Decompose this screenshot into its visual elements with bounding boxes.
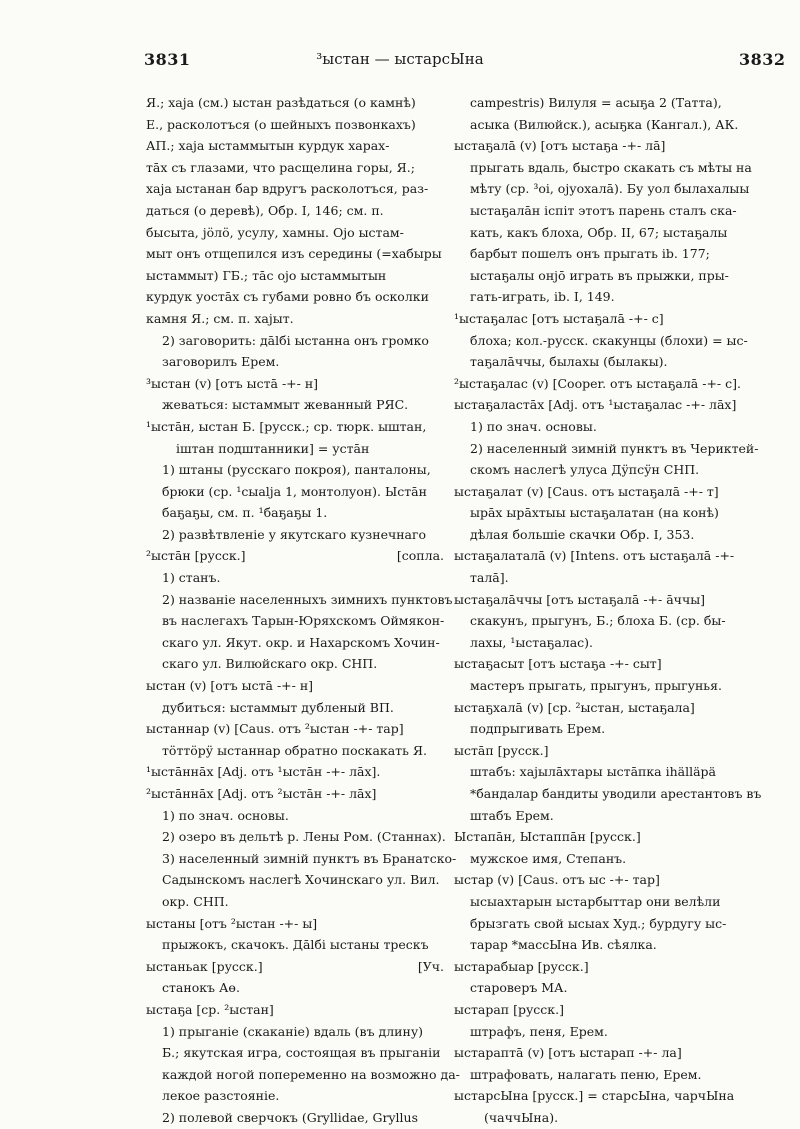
dictionary-line: ыстараптā (v) [отъ ыстарап -+- ла] bbox=[454, 1045, 682, 1061]
dictionary-line: Ыстапāн, Ыстаппāн [русск.] bbox=[454, 829, 641, 845]
dictionary-line: ыстаҕалāн іспіт этотъ парень сталъ ска- bbox=[470, 202, 737, 218]
right-column bbox=[454, 92, 784, 1129]
dictionary-line: курдук уостāх съ губами ровно бъ осколки bbox=[146, 289, 429, 305]
dictionary-line: бысыта, јӧлӧ, усулу, хамны. Ојо ыстам- bbox=[146, 224, 404, 240]
dictionary-line: 1) штаны (русскаго покроя), панталоны, bbox=[162, 462, 431, 478]
dictionary-line: каждой ногой попеременно на возможно да- bbox=[162, 1066, 460, 1082]
dictionary-line: ыстаҕхалā (v) [ср. ²ыстан, ыстаҕала] bbox=[454, 699, 695, 715]
line-text: ыстаньак [русск.] bbox=[146, 958, 263, 974]
dictionary-line: *бандалар бандиты уводили арестантовъ въ bbox=[470, 786, 762, 801]
dictionary-line: ыстарап [русск.] bbox=[454, 1001, 564, 1017]
dictionary-line: ыстаннар (v) [Caus. отъ ²ыстан -+- тар] bbox=[146, 721, 404, 737]
dictionary-line: скаго ул. Якут. окр. и Нахарскомъ Хочин- bbox=[162, 634, 440, 650]
left-column bbox=[146, 92, 460, 1129]
dictionary-line bbox=[146, 956, 444, 978]
dictionary-line: блоха; кол.-русск. скакунцы (блохи) = ыс- bbox=[470, 332, 748, 348]
dictionary-line: ¹ыстāн, ыстан Б. [русск.; ср. тюрк. ыштан, bbox=[146, 418, 427, 434]
right-page-number: 3832 bbox=[739, 50, 786, 69]
dictionary-line: Б.; якутская игра, состоящая въ прыганіи bbox=[162, 1045, 441, 1061]
dictionary-line: мужское имя, Степанъ. bbox=[470, 850, 627, 866]
dictionary-line: штабъ Ерем. bbox=[470, 807, 554, 823]
running-head: ³ыстан — ыстарсЫна bbox=[316, 50, 484, 68]
dictionary-line: 2) названіе населенныхъ зимнихъ пунктовъ bbox=[162, 591, 453, 607]
dictionary-line: скаго ул. Вилюйскаго окр. СНП. bbox=[162, 656, 378, 672]
dictionary-line: брызгать свой ысыах Худ.; бурдугу ыс- bbox=[470, 915, 727, 931]
dictionary-line: станокъ Аө. bbox=[162, 980, 240, 996]
dictionary-line: Е., расколотъся (о шейныхъ позвонкахъ) bbox=[146, 116, 416, 132]
dictionary-line: (чаччЫна). bbox=[484, 1109, 559, 1125]
dictionary-line: campestris) Вилуля = асыҕа 2 (Татта), bbox=[470, 95, 722, 110]
dictionary-line: 1) станъ. bbox=[162, 570, 221, 586]
dictionary-line: мастеръ прыгать, прыгунъ, прыгунья. bbox=[470, 678, 722, 694]
dictionary-line: ²ыстāннāх [Adj. отъ ²ыстāн -+- лāх] bbox=[146, 786, 377, 801]
dictionary-line: брюки (ср. ¹сыаlја 1, монтолуон). Ыстāн bbox=[162, 483, 427, 499]
dictionary-line: ыстаҕалаталā (v) [Intens. отъ ыстаҕалā -+- bbox=[454, 548, 735, 564]
dictionary-line: мыт онъ отщепился изъ середины (=хабыры bbox=[146, 246, 442, 262]
dictionary-line: скакунъ, прыгунъ, Б.; блоха Б. (ср. бы- bbox=[470, 613, 726, 629]
dictionary-line: 2) развѣтвленіе у якутскаго кузнечнаго bbox=[162, 526, 427, 542]
dictionary-line: ¹ыстаҕалас [отъ ыстаҕалā -+- с] bbox=[454, 310, 664, 326]
dictionary-line: 2) заговорить: дālбi ыстанна онъ громко bbox=[162, 332, 429, 348]
dictionary-line: 1) по знач. основы. bbox=[162, 807, 289, 823]
dictionary-line: ыстаны [отъ ²ыстан -+- ы] bbox=[146, 915, 318, 931]
dictionary-line: ыстаммыт) ГБ.; тāс ојо ыстаммытын bbox=[146, 267, 387, 283]
dictionary-line: 1) по знач. основы. bbox=[470, 418, 597, 434]
dictionary-line: 2) населенный зимній пунктъ въ Чериктей- bbox=[470, 440, 759, 456]
dictionary-line: іштан подштанники] = устāн bbox=[176, 440, 370, 456]
dictionary-line: староверъ МА. bbox=[470, 980, 568, 996]
dictionary-line: дѣлая большіе скачки Обр. I, 353. bbox=[470, 526, 695, 542]
page-header bbox=[0, 48, 800, 78]
dictionary-line: ыстаҕалāччы [отъ ыстаҕалā -+- āччы] bbox=[454, 591, 706, 607]
dictionary-line: ²ыстаҕалас (v) [Cooper. отъ ыстаҕалā -+- с]. bbox=[454, 375, 741, 391]
dictionary-line: талā]. bbox=[470, 570, 509, 586]
dictionary-line: асыка (Вилюйск.), асыҕка (Кангал.), АК. bbox=[470, 116, 739, 132]
dictionary-line: 2) полевой сверчокъ (Gryllidae, Gryllus bbox=[162, 1109, 419, 1125]
dictionary-line: баҕаҕы, см. п. ¹баҕаҕы 1. bbox=[162, 505, 328, 521]
dictionary-line: окр. СНП. bbox=[162, 893, 229, 909]
dictionary-line: ыстарсЫна [русск.] = старсЫна, чарчЫна bbox=[454, 1088, 735, 1104]
dictionary-line: мѣту (ср. ³оі, ојуохалā). Бу уол былахалыы bbox=[470, 181, 750, 197]
dictionary-line: заговорилъ Ерем. bbox=[162, 354, 280, 370]
dictionary-line: АП.; хаја ыстаммытын курдук харах- bbox=[146, 138, 390, 154]
line-text: ²ыстāн [русск.] bbox=[146, 548, 246, 564]
dictionary-line: лахы, ¹ыстаҕалас). bbox=[470, 634, 594, 650]
dictionary-line: 3) населенный зимній пунктъ въ Бранатско- bbox=[162, 850, 457, 866]
dictionary-line: ыстаҕасыт [отъ ыстаҕа -+- сыт] bbox=[454, 656, 662, 672]
dictionary-line: гать-играть, ib. I, 149. bbox=[470, 289, 615, 305]
dictionary-line: барбыт пошелъ онъ прыгать ib. 177; bbox=[470, 246, 710, 262]
dictionary-line: ыстāп [русск.] bbox=[454, 742, 549, 758]
dictionary-line: штрафъ, пеня, Ерем. bbox=[470, 1023, 608, 1039]
dictionary-line: кать, какъ блоха, Обр. II, 67; ыстаҕалы bbox=[470, 224, 728, 240]
dictionary-line: жеваться: ыстаммыт жеванный РЯС. bbox=[162, 397, 409, 413]
dictionary-line: 2) озеро въ дельтѣ р. Лены Ром. (Станнах). bbox=[162, 829, 446, 845]
dictionary-line: ыстаҕаластāх [Adj. отъ ¹ыстаҕалас -+- лāх] bbox=[454, 397, 737, 413]
dictionary-line bbox=[146, 545, 444, 567]
dictionary-line: ысыахтарын ыстарбыттар они велѣли bbox=[470, 893, 721, 909]
dictionary-line: ыстарабыар [русск.] bbox=[454, 958, 589, 974]
dictionary-line: ыстаҕалā (v) [отъ ыстаҕа -+- лā] bbox=[454, 138, 666, 154]
dictionary-line: прыгать вдаль, быстро скакать съ мѣты на bbox=[470, 159, 752, 175]
dictionary-line: ыстаҕалат (v) [Caus. отъ ыстаҕалā -+- т] bbox=[454, 483, 719, 499]
dictionary-line: лекое разстояніе. bbox=[162, 1088, 280, 1104]
dictionary-line: скомъ наслегѣ улуса Дӱпсӱн СНП. bbox=[470, 462, 700, 478]
dictionary-line: ыстар (v) [Caus. отъ ыс -+- тар] bbox=[454, 872, 660, 888]
dictionary-line: подпрыгивать Ерем. bbox=[470, 721, 606, 737]
dictionary-line: Садынскомъ наслегѣ Хочинскаго ул. Вил. bbox=[162, 872, 440, 888]
dictionary-line: ыстаҕалы онјō играть въ прыжки, пры- bbox=[470, 267, 729, 283]
dictionary-line: ыстан (v) [отъ ыстā -+- н] bbox=[146, 678, 314, 694]
dictionary-line: 1) прыганіе (скаканіе) вдаль (въ длину) bbox=[162, 1023, 424, 1039]
dictionary-line: въ наслегахъ Тарын-Юряхскомъ Оймякон- bbox=[162, 613, 445, 629]
dictionary-line: тāх съ глазами, что расщелина горы, Я.; bbox=[146, 159, 415, 175]
dictionary-line: ¹ыстāннāх [Adj. отъ ¹ыстāн -+- лāх]. bbox=[146, 764, 381, 780]
line-right-text: [Уч. bbox=[417, 958, 444, 974]
dictionary-line: тӧттӧрӱ ыстаннар обратно поскакать Я. bbox=[162, 742, 427, 758]
dictionary-line: Я.; хаја (см.) ыстан разѣдаться (о камнѣ) bbox=[146, 95, 416, 110]
line-right-text: [сопла. bbox=[396, 548, 444, 564]
dictionary-line: даться (о деревѣ), Обр. I, 146; см. п. bbox=[146, 202, 384, 218]
dictionary-line: прыжокъ, скачокъ. Дālбi ыстаны трескъ bbox=[162, 937, 429, 953]
dictionary-line: штабъ: хајылāхтары ыстāпка іһälläрä bbox=[470, 764, 717, 780]
dictionary-line: дубиться: ыстаммыт дубленый ВП. bbox=[162, 699, 394, 715]
dictionary-line: хаја ыстанан бар вдругъ расколотъся, раз- bbox=[146, 181, 429, 197]
dictionary-line: таҕалāччы, былахы (былакы). bbox=[470, 354, 668, 370]
dictionary-line: штрафовать, налагать пеню, Ерем. bbox=[470, 1066, 702, 1082]
dictionary-line: ырāх ырāхтыы ыстаҕалатан (на конѣ) bbox=[470, 505, 719, 521]
dictionary-line: тарар *массЫна Ив. сѣялка. bbox=[470, 937, 657, 953]
dictionary-line: ³ыстан (v) [отъ ыстā -+- н] bbox=[146, 375, 319, 391]
dictionary-line: камня Я.; см. п. хајыт. bbox=[146, 310, 294, 326]
dictionary-line: ыстаҕа [ср. ²ыстан] bbox=[146, 1001, 274, 1017]
left-page-number: 3831 bbox=[144, 50, 191, 69]
